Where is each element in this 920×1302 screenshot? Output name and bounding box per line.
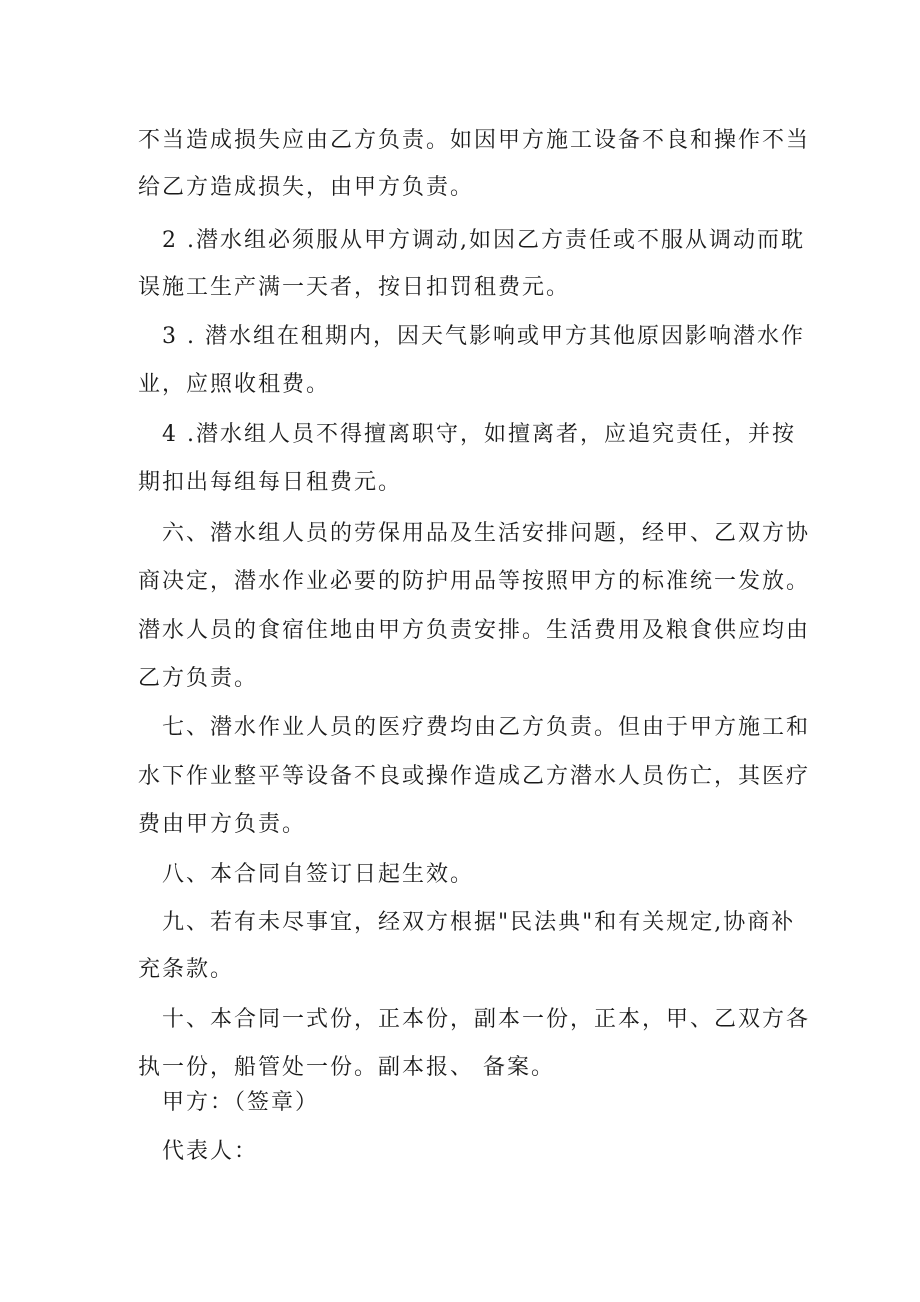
text-line-19: 十、本合同一式份，正本份，副本一份，正本，甲、乙双方各 xyxy=(138,1007,811,1032)
party-a-signature-line: 甲方：（签章） xyxy=(138,1090,320,1115)
text-line-15: 费由甲方负责。 xyxy=(138,812,307,837)
text-line-4: 误施工生产满一天者，按日扣罚租费元。 xyxy=(138,275,571,300)
text-line-20: 执一份，船管处一份。副本报、 备案。 xyxy=(138,1055,555,1080)
text-line-7: 4 .潜水组人员不得擅离职守，如擅离者，应追究责任，并按 xyxy=(138,422,796,447)
text-line-5: 3 . 潜水组在租期内，因天气影响或甲方其他原因影响潜水作 xyxy=(138,324,805,349)
text-line-18: 充条款。 xyxy=(138,957,235,982)
text-line-6: 业，应照收租费。 xyxy=(138,372,331,397)
text-line-11: 潜水人员的食宿住地由甲方负责安排。生活费用及粮食供应均由 xyxy=(138,618,811,643)
text-line-2: 给乙方造成损失，由甲方负责。 xyxy=(138,175,475,200)
text-line-16: 八、本合同自签订日起生效。 xyxy=(138,862,475,887)
representative-line: 代表人： xyxy=(138,1139,259,1164)
text-line-10: 商决定，潜水作业必要的防护用品等按照甲方的标准统一发放。 xyxy=(138,569,811,594)
text-line-12: 乙方负责。 xyxy=(138,666,259,691)
text-line-17: 九、若有未尽事宜，经双方根据"民法典"和有关规定,协商补 xyxy=(138,910,796,935)
text-line-13: 七、潜水作业人员的医疗费均由乙方负责。但由于甲方施工和 xyxy=(138,715,811,740)
text-line-3: 2 .潜水组必须服从甲方调动,如因乙方责任或不服从调动而耽 xyxy=(138,228,805,253)
text-line-1: 不当造成损失应由乙方负责。如因甲方施工设备不良和操作不当 xyxy=(138,128,811,153)
text-line-8: 期扣出每组每日租费元。 xyxy=(138,470,403,495)
text-line-9: 六、潜水组人员的劳保用品及生活安排问题，经甲、乙双方协 xyxy=(138,521,811,546)
text-line-14: 水下作业整平等设备不良或操作造成乙方潜水人员伤亡，其医疗 xyxy=(138,764,811,789)
